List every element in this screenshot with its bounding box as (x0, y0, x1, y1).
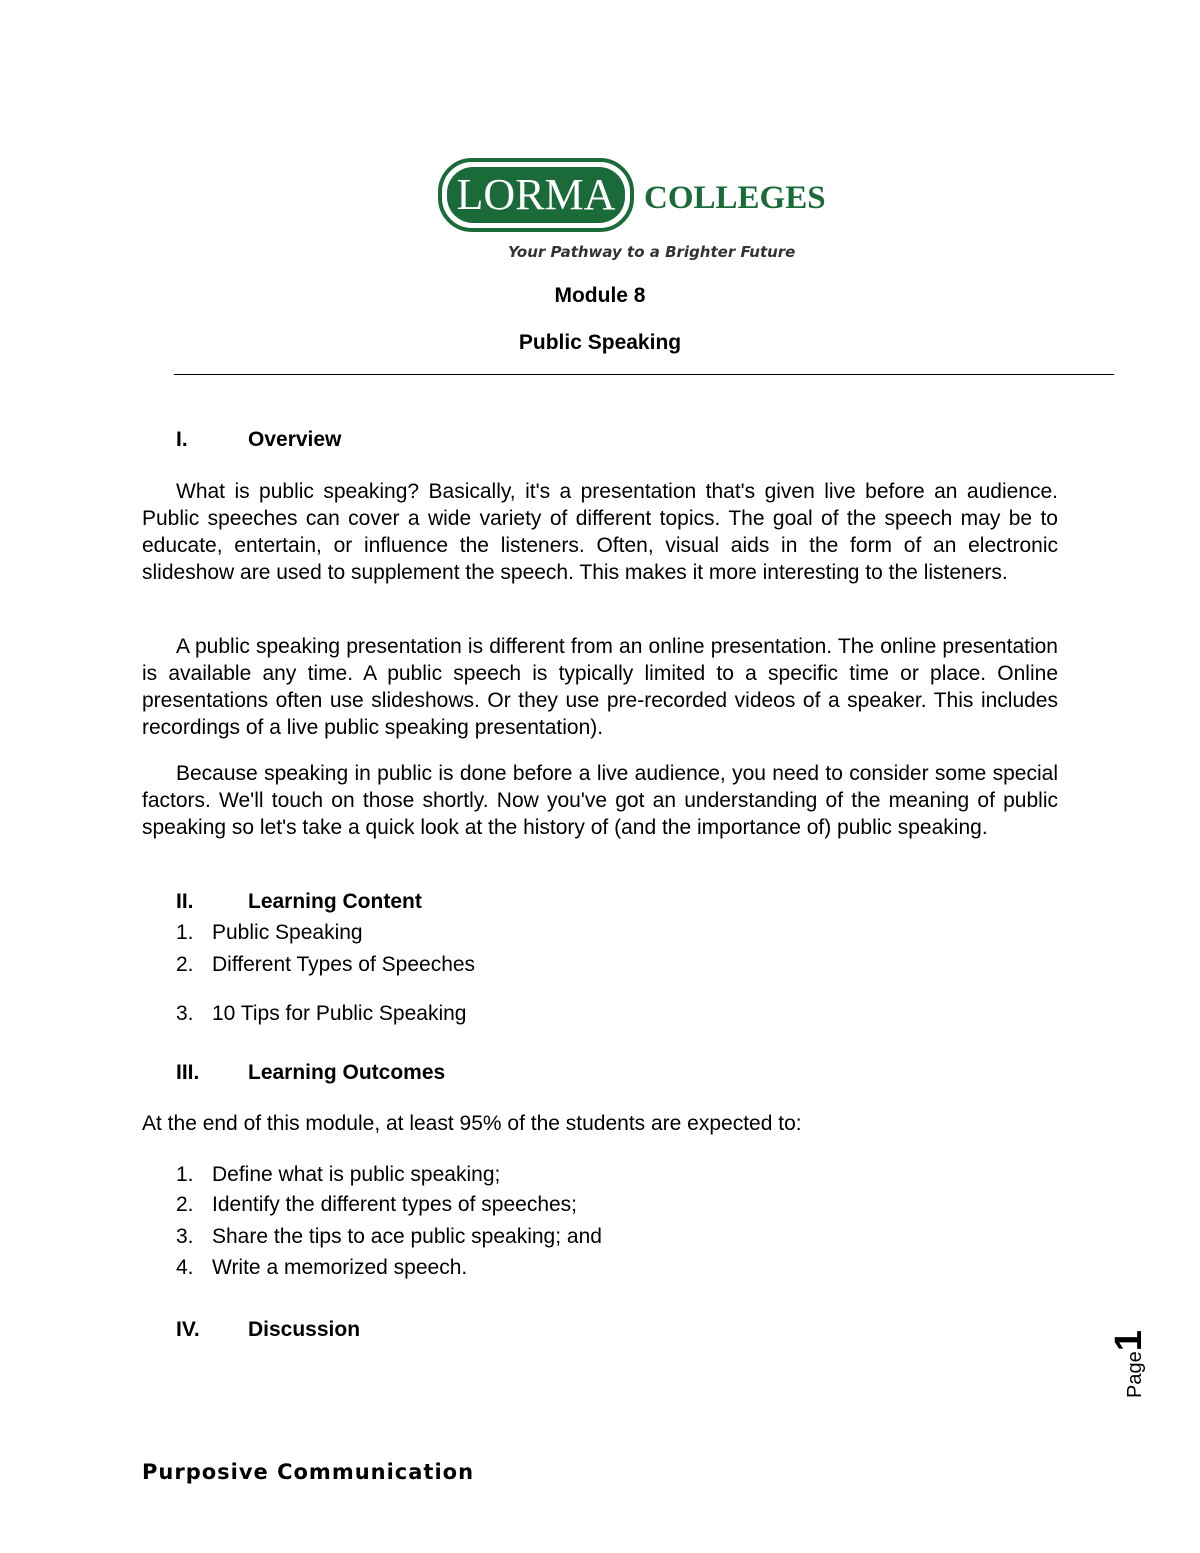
logo-name-text: COLLEGES (644, 180, 826, 216)
list-item: 1. Public Speaking (176, 921, 363, 944)
section-heading-learning-content (176, 891, 422, 912)
list-item: 2. Identify the different types of speeches; (176, 1193, 578, 1216)
list-item: 3. Share the tips to ace public speaking; and (176, 1225, 602, 1248)
logo-tagline: Your Pathway to a Brighter Future (508, 243, 796, 261)
section-heading-learning-outcomes (176, 1062, 445, 1083)
logo-brand-text: LORMA (456, 170, 616, 219)
page-label: Page (1124, 1351, 1146, 1398)
section-number: III. (176, 1061, 200, 1084)
module-number: Module 8 (554, 284, 646, 307)
module-title: Public Speaking (518, 331, 682, 354)
section-number: I. (176, 428, 188, 451)
lorma-colleges-logo (438, 158, 838, 266)
page-number (1108, 1318, 1152, 1398)
overview-paragraph-2: A public speaking presentation is different from an online presentation. The online presentation is available any time. A public speech is typically limited to a specific time or place. Online presentations often use slideshows. Or they use pre-recorded videos of a speaker. This includes recordings of a live public speaking presentation). (142, 635, 1058, 739)
page-number-value: 1 (1108, 1330, 1150, 1352)
section-title: Learning Outcomes (248, 1061, 446, 1084)
section-title: Discussion (248, 1318, 361, 1341)
list-item: 3. 10 Tips for Public Speaking (176, 1002, 467, 1025)
list-item: 1. Define what is public speaking; (176, 1163, 501, 1186)
list-item: 4. Write a memorized speech. (176, 1256, 468, 1279)
section-number: II. (176, 890, 194, 913)
section-heading-overview (176, 429, 341, 450)
overview-paragraph-3: Because speaking in public is done before a live audience, you need to consider some special factors. We'll touch on those shortly. Now you've got an understanding of the meaning of public speaking so let's take a quick look at the history of (and the importance of) public speaking. (142, 762, 1058, 839)
section-title: Overview (248, 428, 342, 451)
outcomes-intro: At the end of this module, at least 95% of the students are expected to: (142, 1112, 802, 1135)
header-divider (174, 374, 1114, 375)
list-item: 2. Different Types of Speeches (176, 953, 476, 976)
section-number: IV. (176, 1318, 200, 1341)
section-heading-discussion (176, 1319, 360, 1340)
footer-course-title: Purposive Communication (142, 1460, 475, 1484)
overview-paragraph-1: What is public speaking? Basically, it's a presentation that's given live before an audience. Public speeches can cover a wide variety of different topics. The goal of the speech may be to educate, entertain, or influence the listeners. Often, visual aids in the form of an electronic slideshow are used to supplement the speech. This makes it more interesting to the listeners. (142, 480, 1058, 584)
logo-badge (438, 158, 634, 232)
section-title: Learning Content (248, 890, 422, 913)
